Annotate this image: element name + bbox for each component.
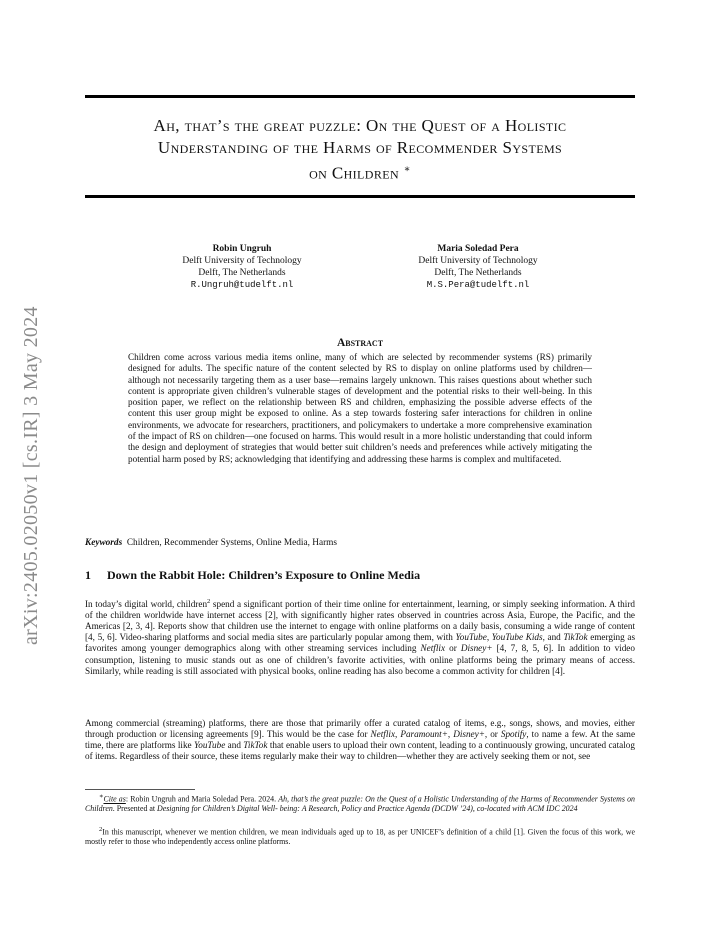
paragraph-1: In today’s digital world, children$^2$ spend a significant portion of their time online for entertainment, learning, or simply seeking information. A third of the children worldwide have internet access [2], with significantly higher rates observed in countries across Asia, Europe, the Pacific, and the Americas [2, 3, 4]. Reports show that children use the internet to engage with online platforms on a daily basis, consuming a wide range of content [4, 5, 6]. Video-sharing platforms and social media sites are particularly popular among them, with YouTube, YouTube Kids, and TikTok emerging as favorites among younger demographics along with other streaming services including Netflix or Disney+ [4, 7, 8, 5, 6]. In addition to video consumption, listening to music stands out as one of children’s favorite activities, with online platforms being the primary means of access. Similarly, while reading is still associated with physical books, online reading has also become a common activity for children [4]. xyxy=(85,598,636,676)
keywords-label: Keywords xyxy=(85,538,123,548)
title-line-3: on Children ∗ xyxy=(309,163,411,183)
title-top-rule xyxy=(85,95,635,98)
footnote-1: ∗Cite as: Robin Ungruh and Maria Soledad Pera. 2024. Ah, that’s the great puzzle: On the Quest of a Holistic Understanding of the Harms of Recommender Systems on Children. Presented at Designing for Children’s Digital Well- being: A Research, Policy and Practice Agenda (DCDW ’24), co-located with ACM IDC 2024 xyxy=(85,793,635,814)
author-affiliation: Delft University of Technology xyxy=(418,256,538,266)
section-number: 1 xyxy=(85,568,91,582)
author-block-1 xyxy=(142,243,342,291)
title-line-1: Ah, that’s the great puzzle: On the Quest of a Holistic xyxy=(153,116,567,135)
keywords-text: Children, Recommender Systems, Online Media, Harms xyxy=(126,538,338,548)
footnote-rule xyxy=(85,789,195,790)
keywords xyxy=(85,538,635,548)
paper-title xyxy=(85,115,635,185)
footnote-2: $^2$In this manuscript, whenever we mention children, we mean individuals aged up to 18, as per UNICEF’s definition of a child [1]. Given the focus of this work, we mostly refer to those who independently access online platforms. xyxy=(85,826,635,847)
author-location: Delft, The Netherlands xyxy=(434,268,522,278)
author-email[interactable]: R.Ungruh@tudelft.nl xyxy=(190,280,294,290)
abstract-text: Children come across various media items online, many of which are selected by recommender systems (RS) primarily designed for adults. The specific nature of the content selected by RS to display on online platforms used by children—although not necessarily targeting them as a user base—remains largely unknown. This raises questions about whether such content is appropriate given children’s vulnerable stages of development and the potential risks to their well-being. In this position paper, we reflect on the relationship between RS and children, emphasizing the possible adverse effects of the content this user group might be exposed to online. As a step towards fostering safer interactions for children in online environments, we advocate for researchers, practitioners, and policymakers to undertake a more comprehensive examination of the impact of RS on children—one focused on harms. This would result in a more holistic understanding that could inform the design and deployment of strategies that would better suit children’s needs and preferences while actively mitigating the potential harm posed by RS; acknowledging that identifying and addressing these harms is complex and multifaceted. xyxy=(128,352,592,464)
author-email[interactable]: M.S.Pera@tudelft.nl xyxy=(426,280,530,290)
section-heading xyxy=(85,568,635,583)
author-block-2 xyxy=(378,243,578,291)
cite-as-label: Cite as xyxy=(103,794,126,804)
author-affiliation: Delft University of Technology xyxy=(182,256,302,266)
abstract-heading: Abstract xyxy=(336,337,384,349)
author-name: Maria Soledad Pera xyxy=(437,244,519,254)
title-footnote-marker: ∗ xyxy=(403,164,411,175)
arxiv-sidebar-stamp: arXiv:2405.02050v1 [cs.IR] 3 May 2024 xyxy=(20,306,42,645)
section-title: Down the Rabbit Hole: Children’s Exposure to Online Media xyxy=(107,568,421,582)
title-line-2: Understanding of the Harms of Recommender Systems xyxy=(157,138,563,157)
author-name: Robin Ungruh xyxy=(212,244,272,254)
paragraph-2: Among commercial (streaming) platforms, there are those that primarily offer a curated catalog of items, e.g., songs, shows, and movies, either through production or licensing agreements [9]. This would be the case for Netflix, Paramount+, Disney+, or Spotify, to name a few. At the same time, there are platforms like YouTube and TikTok that enable users to upload their own content, leading to a continuously growing, uncurated catalog of items. Regardless of their source, these items regularly make their way to children—whether they are actively seeking them or not, see xyxy=(85,718,636,762)
footnote-ref-2[interactable]: 2 xyxy=(207,598,211,605)
title-bottom-rule xyxy=(85,195,635,198)
author-location: Delft, The Netherlands xyxy=(198,268,286,278)
